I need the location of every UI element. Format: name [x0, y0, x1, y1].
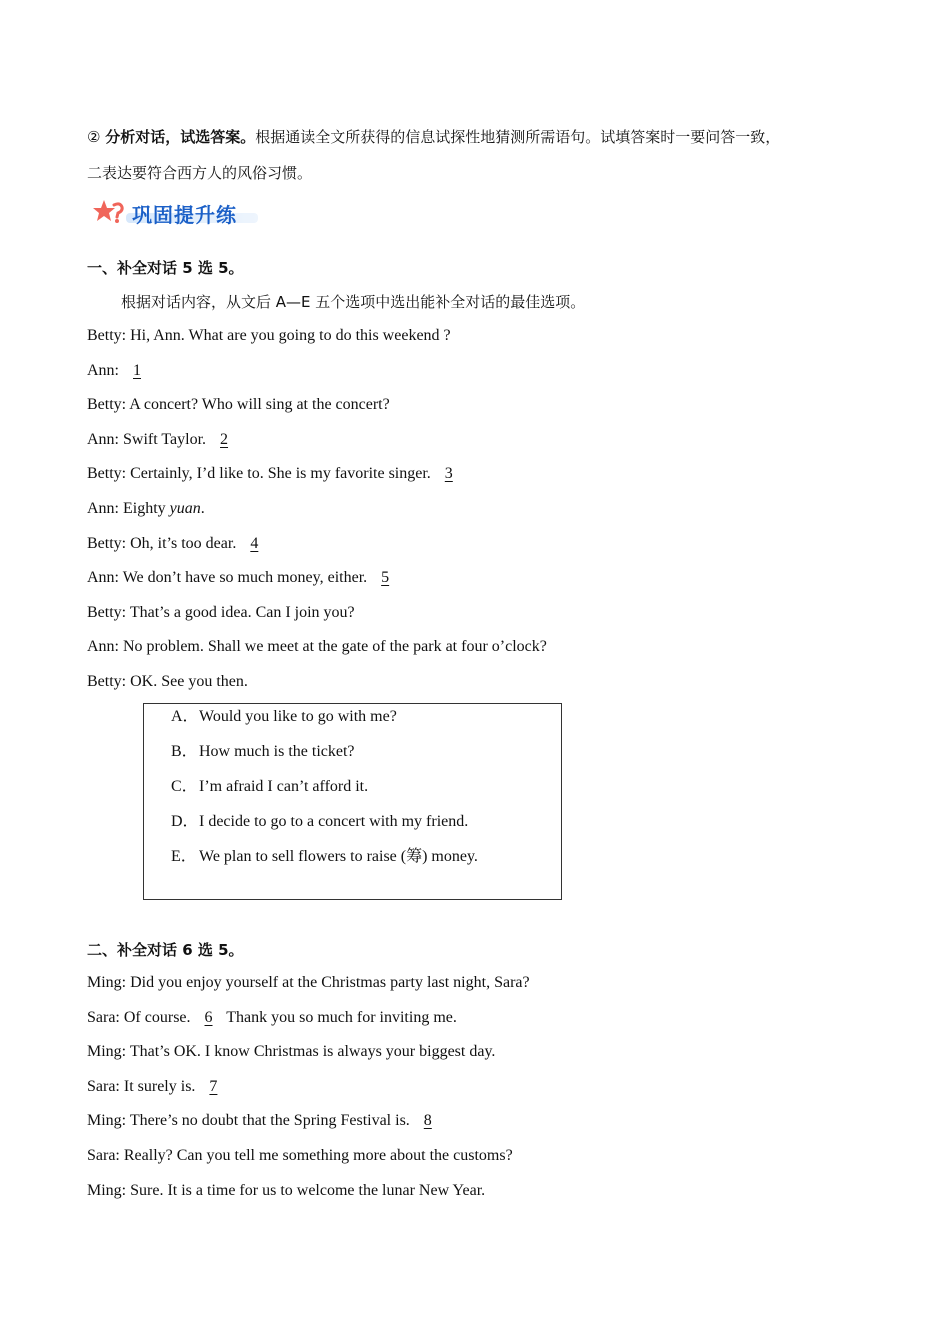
option-c: [171, 777, 368, 797]
answer-blank-8[interactable]: 8: [423, 1112, 432, 1130]
answer-blank-5[interactable]: 5: [381, 569, 390, 587]
answer-blank-6[interactable]: 6: [204, 1008, 213, 1026]
answer-blank-3[interactable]: 3: [444, 465, 453, 483]
dialogue-text: Betty: OK. See you then.: [87, 673, 248, 690]
dialogue-line: [87, 1146, 513, 1166]
dialogue-text: Ming: Sure. It is a time for us to welcome the lunar New Year.: [87, 1181, 486, 1199]
option-d: [171, 812, 468, 832]
option-letter: C．: [171, 778, 198, 795]
dialogue-line: [87, 326, 451, 346]
dialogue-text: Ann: No problem. Shall we meet at the gate of the park at four o’clock?: [87, 638, 547, 656]
dialogue-text: Ming: That’s OK. I know Christmas is always your biggest day.: [87, 1043, 496, 1061]
dialogue-line: [87, 1077, 227, 1097]
option-text: I decide to go to a concert with my friend.: [199, 813, 469, 830]
intro-bold-heading: 分析对话，试选答案。: [105, 128, 256, 146]
dialogue-text: Sara: Really? Can you tell me something more about the customs?: [87, 1147, 513, 1164]
dialogue-text-after: .: [200, 500, 205, 517]
option-text: We plan to sell flowers to raise (筹) money.: [199, 848, 478, 865]
dialogue-line: [87, 464, 463, 484]
dialogue-line: [87, 672, 248, 692]
intro-line-2: 二表达要符合西方人的风俗习惯。: [87, 164, 313, 182]
dialogue-line: [87, 1042, 495, 1062]
option-letter: D．: [171, 813, 199, 830]
option-e: [171, 847, 478, 867]
dialogue-text-after: Thank you so much for inviting me.: [222, 1008, 457, 1026]
dialogue-line: [87, 603, 355, 623]
dialogue-line: [87, 499, 205, 519]
dialogue-italic-word: yuan: [169, 500, 201, 517]
answer-blank-7[interactable]: 7: [209, 1077, 218, 1095]
dialogue-line: [87, 395, 390, 415]
dialogue-text: Ann: Swift Taylor.: [87, 430, 211, 448]
dialogue-text: Betty: Certainly, I’d like to. She is my favorite singer.: [87, 465, 435, 483]
option-letter: E．: [171, 848, 197, 865]
star-icon: [92, 199, 126, 225]
dialogue-line: [87, 361, 151, 381]
dialogue-text: Betty: Oh, it’s too dear.: [87, 534, 241, 552]
dialogue-line: [87, 568, 399, 588]
option-a: [171, 707, 397, 727]
banner-title: 巩固提升练: [132, 203, 237, 227]
answer-blank-1[interactable]: 1: [133, 361, 141, 379]
section-banner: [92, 197, 262, 227]
dialogue-text: Betty: Hi, Ann. What are you going to do this weekend ?: [87, 327, 451, 344]
dialogue-text: Ann: Eighty: [87, 500, 170, 517]
intro-circle-number: ②: [87, 128, 101, 146]
options-box: [143, 703, 562, 900]
dialogue-line: [87, 637, 547, 657]
section1-heading: 一、补全对话 5 选 5。: [87, 259, 244, 277]
section1-instruction: 根据对话内容，从文后 A—E 五个选项中选出能补全对话的最佳选项。: [121, 293, 586, 311]
option-text: How much is the ticket?: [199, 743, 355, 760]
answer-blank-2[interactable]: 2: [220, 430, 229, 448]
dialogue-line: [87, 1111, 442, 1131]
answer-blank-4[interactable]: 4: [250, 534, 259, 552]
intro-line-1: [87, 127, 780, 147]
option-letter: A．: [171, 708, 199, 725]
option-text: Would you like to go with me?: [199, 708, 397, 725]
dialogue-line: [87, 534, 268, 554]
dialogue-line: [87, 973, 530, 993]
dialogue-text: Ann:: [87, 361, 123, 379]
dialogue-line: [87, 1181, 485, 1201]
option-text: I’m afraid I can’t afford it.: [199, 778, 369, 795]
section2-heading: 二、补全对话 6 选 5。: [87, 941, 244, 959]
dialogue-text: Ming: Did you enjoy yourself at the Christmas party last night, Sara?: [87, 974, 530, 991]
dialogue-text: Sara: Of course.: [87, 1008, 195, 1026]
dialogue-text: Ming: There’s no doubt that the Spring Festival is.: [87, 1112, 414, 1130]
dialogue-text: Betty: That’s a good idea. Can I join you?: [87, 603, 355, 621]
option-b: [171, 742, 355, 762]
dialogue-line: [87, 1008, 457, 1028]
dialogue-text: Ann: We don’t have so much money, either.: [87, 569, 372, 587]
intro-text: 根据通读全文所获得的信息试探性地猜测所需语句。试填答案时一要问答一致，: [255, 128, 781, 146]
dialogue-text: Betty: A concert? Who will sing at the concert?: [87, 396, 390, 414]
option-letter: B．: [171, 743, 198, 760]
dialogue-line: [87, 430, 238, 450]
dialogue-text: Sara: It surely is.: [87, 1077, 200, 1095]
